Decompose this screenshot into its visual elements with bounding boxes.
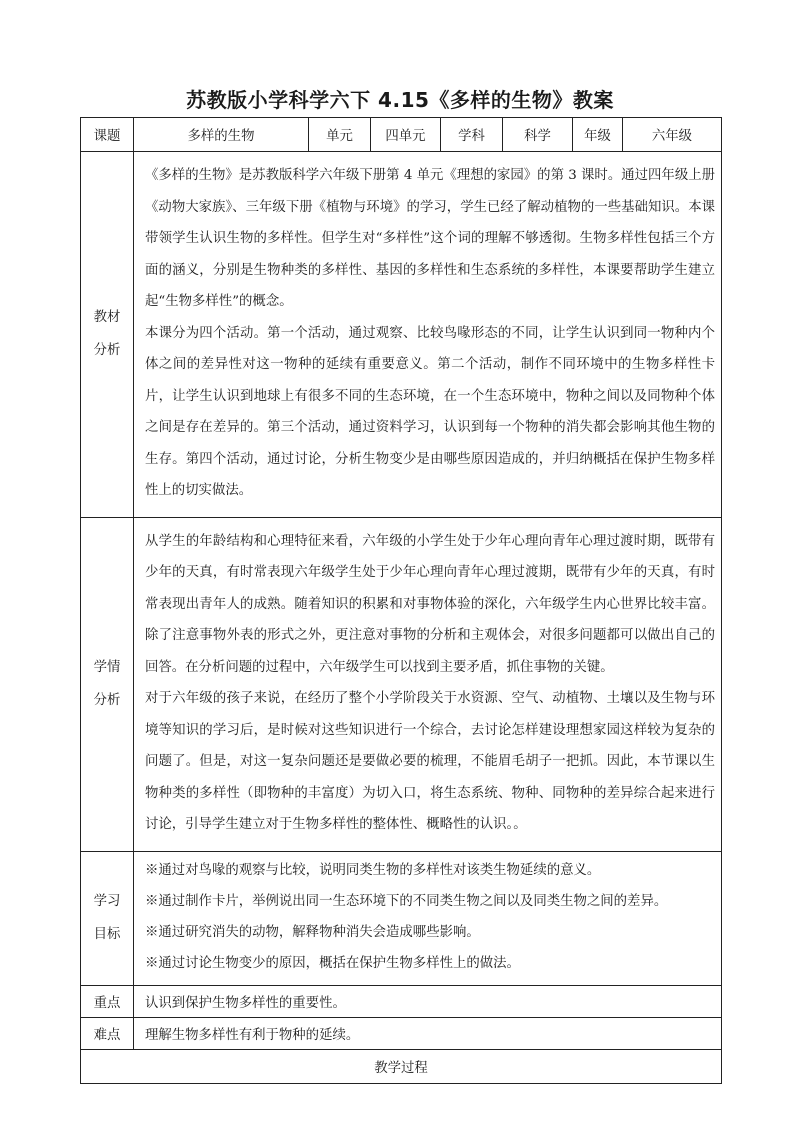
material-analysis-row: [81, 152, 722, 518]
student-paragraph: 从学生的年龄结构和心理特征来看，六年级的小学生处于少年心理向青年心理过渡时期，既带有少年的天真，有时常表现六年级学生处于少年心理向青年心理过渡期，既带有少年的天真，有时常表现出青年人的成熟。随着知识的积累和对事物体验的深化，六年级学生内心世界比较丰富。除了注意事物外表的形式之外，更注意对事物的分析和主观体会，对很多问题都可以做出自己的回答。在分析问题的过程中，六年级学生可以找到主要矛盾，抓住事物的关键。: [145, 533, 715, 675]
difficulty-text: 理解生物多样性有利于物种的延续。: [134, 1017, 722, 1049]
material-analysis-label: [81, 152, 134, 518]
difficulty-row: [81, 1017, 722, 1049]
topic-value: 多样的生物: [134, 118, 309, 152]
key-point-label: 重点: [81, 985, 134, 1017]
key-point-row: [81, 985, 722, 1017]
subject-label: 学科: [441, 118, 503, 152]
student-analysis-label: [81, 517, 134, 851]
topic-label: 课题: [81, 118, 134, 152]
grade-value: 六年级: [623, 118, 722, 152]
objective-item: ※通过讨论生物变少的原因，概括在保护生物多样性上的做法。: [145, 955, 520, 971]
objectives-label-line1: 学习: [93, 894, 121, 909]
material-label-line2: 分析: [93, 343, 121, 359]
header-row: [81, 118, 722, 152]
objectives-label: [81, 851, 134, 985]
student-paragraph: 对于六年级的孩子来说，在经历了整个小学阶段关于水资源、空气、动植物、土壤以及生物与环境等知识的学习后，是时候对这些知识进行一个综合，去讨论怎样建设理想家园这样较为复杂的问题了。但是，对这一复杂问题还是要做必要的梳理，不能眉毛胡子一把抓。因此，本节课以生物种类的多样性（即物种的丰富度）为切入口，将生态系统、物种、同物种的差异综合起来进行讨论，引导学生建立对于生物多样性的整体性、概略性的认识。。: [145, 691, 715, 832]
material-paragraph: 本课分为四个活动。第一个活动，通过观察、比较鸟喙形态的不同，让学生认识到同一物种内个体之间的差异性对这一物种的延续有重要意义。第二个活动，制作不同环境中的生物多样性卡片，让学生认识到地球上有很多不同的生态环境，在一个生态环境中，物种之间以及同物种个体之间是存在差异的。第三个活动，通过资料学习，认识到每一个物种的消失都会影响其他生物的生存。第四个活动，通过讨论，分析生物变少是由哪些原因造成的，并归纳概括在保护生物多样性上的切实做法。: [145, 325, 715, 498]
student-analysis-row: [81, 517, 722, 851]
objectives-row: [81, 851, 722, 985]
objectives-label-line2: 目标: [93, 927, 121, 942]
objective-item: ※通过对鸟喙的观察与比较，说明同类生物的多样性对该类生物延续的意义。: [145, 862, 601, 878]
lesson-plan-table: [80, 117, 722, 1084]
key-point-text: 认识到保护生物多样性的重要性。: [134, 985, 722, 1017]
unit-value: 四单元: [371, 118, 441, 152]
unit-label: 单元: [309, 118, 371, 152]
student-analysis-content: [134, 517, 722, 851]
grade-label: 年级: [573, 118, 623, 152]
material-analysis-content: [134, 152, 722, 518]
objectives-content: [134, 851, 722, 985]
material-paragraph: 《多样的生物》是苏教版科学六年级下册第 4 单元《理想的家园》的第 3 课时。通过四年级上册《动物大家族》、三年级下册《植物与环境》的学习，学生已经了解动植物的一些基础知识。本课带领学生认识生物的多样性。但学生对“多样性”这个词的理解不够透彻。生物多样性包括三个方面的涵义，分别是生物种类的多样性、基因的多样性和生态系统的多样性，本课要帮助学生建立起“生物多样性”的概念。: [145, 168, 715, 309]
teaching-process-row: [81, 1049, 722, 1083]
teaching-process-heading: 教学过程: [81, 1049, 722, 1083]
student-label-line1: 学情: [93, 660, 121, 675]
student-label-line2: 分析: [93, 693, 121, 708]
objective-item: ※通过研究消失的动物，解释物种消失会造成哪些影响。: [145, 924, 480, 940]
subject-value: 科学: [503, 118, 573, 152]
page-title: 苏教版小学科学六下 4.15《多样的生物》教案: [186, 88, 614, 112]
difficulty-label: 难点: [81, 1017, 134, 1049]
material-label-line1: 教材: [93, 310, 121, 326]
objective-item: ※通过制作卡片，举例说出同一生态环境下的不同类生物之间以及同类生物之间的差异。: [145, 893, 668, 909]
